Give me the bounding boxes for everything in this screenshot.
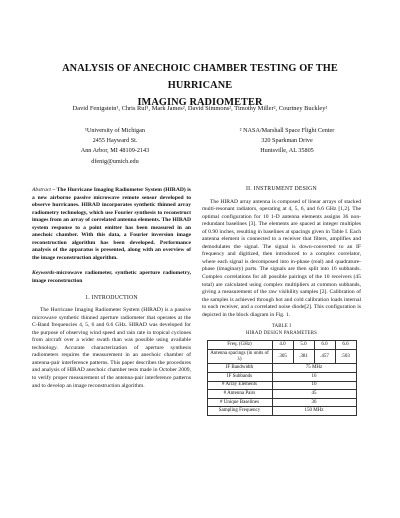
- table-row: [207, 373, 356, 382]
- author-list: David Fenigstein¹, Chris Ruf¹, Mark James², David Simmons², Timothy Miller², Courtney Buckley²: [72, 105, 328, 112]
- table-cell: .503: [335, 349, 356, 364]
- table-header-cell: Freq. (GHz): [207, 341, 272, 350]
- table-header-cell: Sampling Frequency: [207, 407, 272, 416]
- table-title: HIRAD DESIGN PARAMETERS: [245, 330, 318, 336]
- table-header-cell: IF Bandwidth: [207, 364, 272, 373]
- keywords-body: -microwave radiometer, synthetic aperture radiometry, image reconstruction: [32, 270, 191, 285]
- table-cell: 150 MHz: [272, 407, 356, 416]
- introduction-paragraph: The Hurricane Imaging Radiometer System (HIRAD) is a passive microwave synthetic thinned aperture radiometer that operates at the C-Band frequencies 4, 5, 6 and 6.6 GHz. HIRAD was developed for the purpose of observing wind speed and rain rate in tropical cyclones from aircraft over a wider swath than was possible using available technology. Accurate characterization of aperture synthesis radiometers requires the measurement in an anechoic chamber of antenna-pair interference patterns. This paper describes the procedures and analysis of HIRAD anechoic chamber tests made in October 2009, to verify proper measurement of the antenna-pair interference patterns and to develop an image reconstruction algorithm.: [32, 307, 191, 389]
- title-line-1: ANALYSIS OF ANECHOIC CHAMBER TESTING OF THE HURRICANE: [62, 63, 338, 91]
- table-row: [207, 381, 356, 390]
- table-cell: 5.0: [293, 341, 314, 350]
- table-cell: 36: [272, 398, 356, 407]
- instrument-design-paragraph: The HIRAD array antenna is composed of linear arrays of stacked multi-resonant radiators, operating at 4, 5, 6, and 6.6 GHz [1,2]. The optimal configuration for 10 1-D antenna elements assigns 36 non-redundant baselines [3]. The elements are spaced at integer multiples of 0.90 inches, resulting in baselines at spacings given in Table I. Each antenna element is connected to a receiver that filters, amplifies and demodulates the signal. The signal is down-converted to an IF frequency and digitized, then introduced to a complex correlator, where each signal is decomposed into in-phase (real) and quadrature-phase (imaginary) parts. The signals are then split into 16 subbands. Complex correlations for all possible pairings of the 10 receivers (45 total) are calculated using complex multipliers at common subbands, giving a measurement of the raw visibility samples [2]. Calibration of the samples is achieved through hot and cold calibration loads internal to each receiver, and a correlated noise diode[2]. This configuration is depicted in the block diagram in Fig. 1.: [202, 198, 361, 318]
- table-cell: 4.0: [272, 341, 293, 350]
- keywords: [32, 270, 191, 285]
- table-cell: 45: [272, 390, 356, 399]
- table-row: [207, 407, 356, 416]
- table-header-cell: Antenna spacings (in units of λ): [207, 349, 272, 364]
- table-header-cell: # Unique Baselines: [207, 398, 272, 407]
- abstract-label: Abstract: [32, 187, 51, 193]
- table-cell: 6.6: [335, 341, 356, 350]
- left-column: [32, 187, 191, 390]
- affil-right-line1: ² NASA/Marshall Space Flight Center: [239, 127, 335, 134]
- right-column: [202, 187, 361, 416]
- table-cell: 16: [272, 373, 356, 382]
- abstract: [32, 187, 191, 262]
- affil-left-line1: ¹University of Michigan: [85, 127, 145, 134]
- table-row: [207, 364, 356, 373]
- section-heading-introduction: 1. INTRODUCTION: [85, 294, 138, 301]
- table-header-cell: IF Subbands: [207, 373, 272, 382]
- table-cell: 10: [272, 381, 356, 390]
- table-caption: [202, 324, 361, 337]
- table-row: [207, 349, 356, 364]
- table-row: [207, 398, 356, 407]
- table-cell: 6.0: [314, 341, 335, 350]
- keywords-label: Keywords: [32, 270, 55, 277]
- table-cell: .381: [293, 349, 314, 364]
- table-row: [207, 390, 356, 399]
- affiliation-right: [212, 126, 362, 157]
- abstract-body: – The Hurricane Imaging Radiometer System (HIRAD) is a new airborne passive microwave remote sensor developed to observe hurricanes. HIRAD incorporates synthetic thinned array radiometry technology, which use Fourier synthesis to reconstruct images from an array of correlated antenna elements. The HIRAD system response to a point emitter has been measured in an anechoic chamber. With this data, a Fourier inversion image reconstruction algorithm has been developed. Performance analysis of the apparatus is presented, along with an overview of the image reconstruction algorithm.: [32, 187, 191, 261]
- table-cell: 75 MHz: [272, 364, 356, 373]
- section-heading-instrument-design: II. INSTRUMENT DESIGN: [246, 186, 317, 192]
- affil-left-line2: 2455 Hayward St.: [92, 137, 138, 145]
- table-label: TABLE I: [271, 324, 292, 330]
- table-header-cell: # Array Elements: [207, 381, 272, 390]
- affiliation-left: [40, 126, 190, 167]
- table-cell: .457: [314, 349, 335, 364]
- affil-right-line2: 320 Sparkman Drive: [261, 137, 313, 145]
- title-line-2: IMAGING RADIOMETER: [137, 97, 263, 108]
- affil-left-line3: Ann Arbor, MI 48109-2143: [80, 147, 150, 155]
- affil-left-email: dfenig@umich.edu: [91, 157, 139, 165]
- design-parameters-table: [207, 340, 357, 416]
- table-cell: .305: [272, 349, 293, 364]
- affil-right-line3: Huntsville, AL 35805: [260, 147, 314, 155]
- table-header-cell: # Antenna Pairs: [207, 390, 272, 399]
- table-row: [207, 341, 356, 350]
